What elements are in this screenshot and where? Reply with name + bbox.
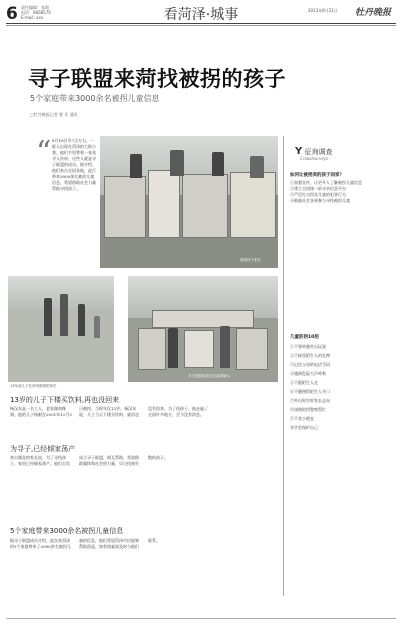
byline: □牡丹晚报记者 曹 菲 通讯 xyxy=(30,112,78,117)
sidebar-title: Y 征询调查 xyxy=(295,146,333,157)
survey-item: ④鼓励社会各界参与寻找被拐儿童 xyxy=(290,198,350,203)
section3-text: 据寻子联盟成员介绍，此次来菏泽的5个家庭带来了3000余名被拐儿童的信息，他们希望菏泽市民能够帮助留意，如有线索请及时与他们联系。 xyxy=(10,538,160,549)
section1-title: 13岁的儿子下楼买饮料,再也没回来 xyxy=(10,396,120,404)
sidebar-tips xyxy=(290,334,388,432)
sidebar-survey xyxy=(290,172,388,204)
section2-title: 为寻子,已经倾家荡产 xyxy=(10,445,76,453)
survey-heading: 如何让被拐卖的孩子回家？ xyxy=(290,173,344,178)
section1-text: 杨汉东是一名工人，老家湖南株洲。他的儿子杨毅在2001年12月3日被拐，当时年仅13岁。杨汉东说，儿子当天下楼买饮料，就再也没有回来。为了找孩子，他走遍了全国许多地方，至今没有消息。 xyxy=(10,406,208,417)
editor-line: 责任编辑：张莉 xyxy=(21,5,49,10)
tip-item: ⑥不随便给陌生人开门 xyxy=(290,389,330,394)
phone-line: 电话：6668570 xyxy=(21,10,51,15)
tip-item: ①不要单独外出玩耍 xyxy=(290,344,326,349)
tip-item: ⑧迷路时找警察帮忙 xyxy=(290,407,326,412)
email-line: E-mail: xxx xyxy=(21,15,44,20)
photo-street xyxy=(8,276,114,382)
footer-rule xyxy=(6,618,396,619)
tip-item: ⑨不贪小便宜 xyxy=(290,416,314,421)
tip-item: ⑦外出时告诉家长去向 xyxy=(290,398,330,403)
photo1-caption: 被拐孩子家长 xyxy=(240,258,261,262)
tips-heading: 几童防拐10招 xyxy=(290,335,319,340)
tip-item: ④遇到危险大声呼救 xyxy=(290,371,326,376)
tip-item: ⑤不跟陌生人走 xyxy=(290,380,318,385)
survey-item: ③严厉打击拐卖儿童的犯罪行为 xyxy=(290,192,346,197)
photo3-caption: 寻子联盟的成员在菏泽街头 xyxy=(188,374,230,378)
survey-item: ②建立全国统一的寻亲信息平台 xyxy=(290,186,346,191)
tip-item: ⑩学会保护自己 xyxy=(290,425,318,430)
section2-text: 来自湖北的家长说，为了寻找孩子，家里已经倾家荡产。他们自发成立寻子联盟，相互帮助，希望借助媒体和社会的力量，早日找到失散的孩子。 xyxy=(10,455,168,466)
headline: 寻子联盟来菏找被拐的孩子 xyxy=(28,67,286,91)
photo-parents xyxy=(100,136,278,268)
photo-alliance xyxy=(128,276,278,382)
issue-date: 2013年8月21日 xyxy=(308,8,338,13)
section-title: 看菏泽·城事 xyxy=(163,7,239,23)
tip-item: ②不接受陌生人的礼物 xyxy=(290,353,330,358)
page-number: 6 xyxy=(6,4,18,24)
header-rule xyxy=(6,23,396,24)
survey-item: ①加强宣传，让更多人了解被拐儿童信息 xyxy=(290,180,362,185)
photo2-caption: 13年前儿子在晋州被拐的家长 xyxy=(10,384,57,388)
quote-mark-icon: “ xyxy=(36,135,52,170)
sidebar-divider xyxy=(283,136,284,596)
newspaper-name: 牡丹晚报 xyxy=(355,8,392,18)
tip-item: ③记住父母的电话号码 xyxy=(290,362,330,367)
header-rule-thin xyxy=(6,25,396,26)
lead-paragraph: 8月18日早7点左右，一群人出现在菏泽的大街小巷，他们手里拿着一张张寻人传单，这些人就是寻子联盟的成员。据介绍，他们来自全国各地，此行带来3000余名被拐儿童信息，希望借助社会力量帮助寻找孩子。 xyxy=(52,138,96,191)
sidebar-subtitle: Crowdsurveys xyxy=(300,156,329,161)
section3-title: 5个家庭带来3000余名被拐儿童信息 xyxy=(10,527,124,535)
subheadline: 5个家庭带来3000余名被拐儿童信息 xyxy=(30,94,160,103)
